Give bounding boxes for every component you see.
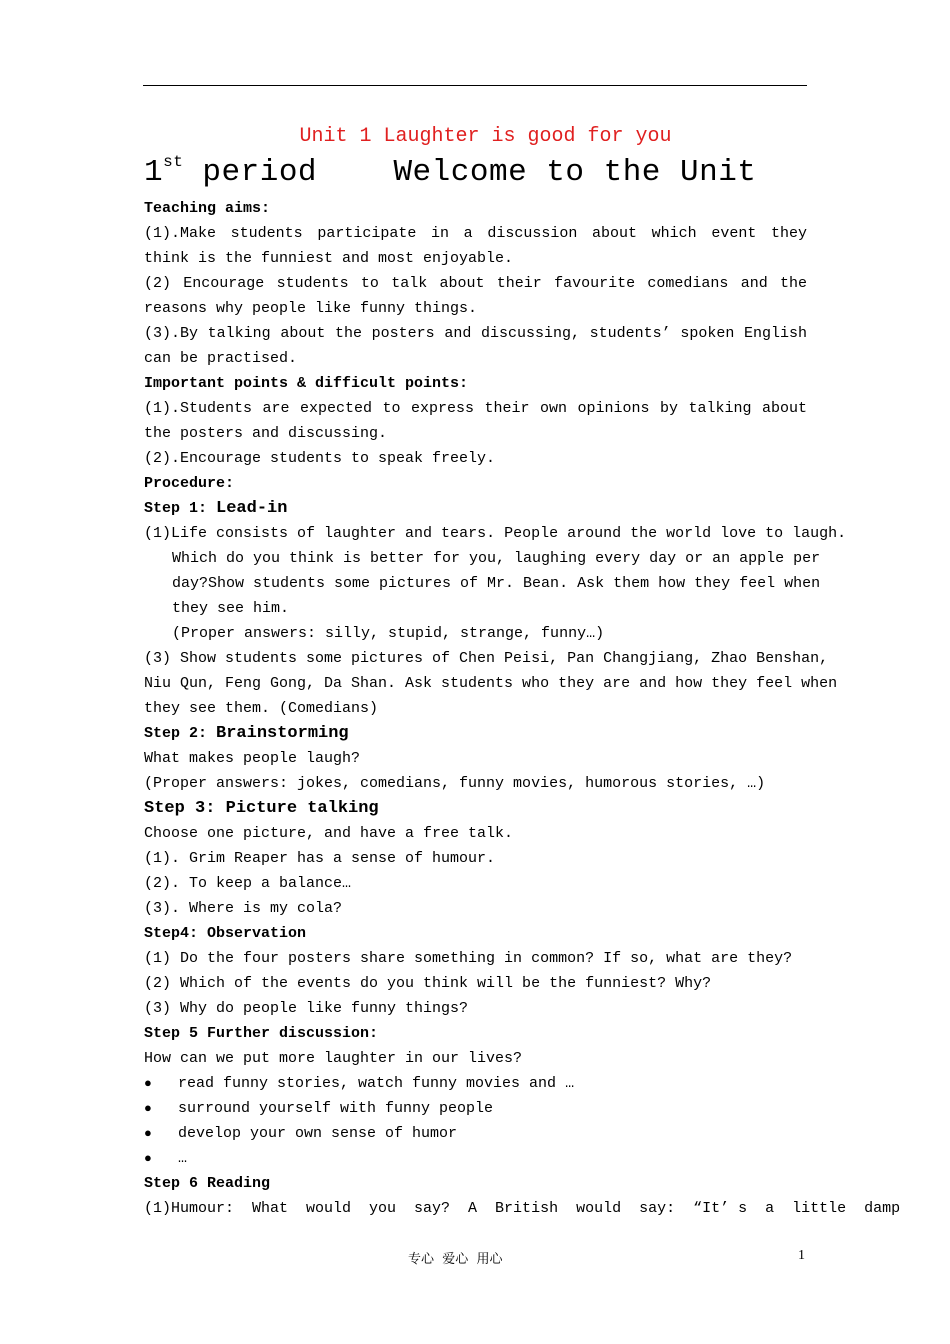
unit-title: Unit 1 Laughter is good for you: [299, 125, 672, 148]
step1-item1-line3: day?Show students some pictures of Mr. Bean. Ask them how they feel when: [172, 575, 821, 592]
bullet-icon: ●: [144, 1076, 152, 1091]
bullet-text: …: [178, 1150, 188, 1167]
step3-item-2: (2). To keep a balance…: [144, 875, 352, 892]
list-item: [144, 1096, 807, 1121]
step3-item-3: (3). Where is my cola?: [144, 900, 343, 917]
bullet-icon: ●: [144, 1151, 152, 1166]
step5-heading: Step 5 Further discussion:: [144, 1025, 379, 1042]
bullet-text: read funny stories, watch funny movies and …: [178, 1075, 575, 1092]
bullet-icon: ●: [144, 1126, 152, 1141]
bullet-text: surround yourself with funny people: [178, 1100, 494, 1117]
step1-item1-line1: [144, 521, 847, 546]
bullet-text: develop your own sense of humor: [178, 1125, 458, 1142]
step2-question: What makes people laugh?: [144, 750, 361, 767]
step4-heading: Step4: Observation: [144, 925, 307, 942]
lesson-plan-body: [144, 122, 901, 1221]
step1-heading: [144, 496, 807, 521]
step1-item1-number: (1): [144, 525, 172, 542]
period-number: 1: [144, 155, 164, 190]
list-item: [144, 1146, 807, 1171]
period-title: period Welcome to the Unit: [202, 155, 757, 190]
list-item: [144, 1121, 807, 1146]
teaching-aim-1: (1).Make students participate in a discussion about which event they think is the funniest and most enjoyable.: [144, 225, 807, 267]
step6-line: (1)Humour: What would you say? A British would say: “It’ s a little damp: [144, 1200, 901, 1217]
step1-item1-text: Life consists of laughter and tears. People around the world love to laugh.: [171, 525, 847, 542]
step1-name: Lead-in: [216, 499, 288, 518]
period-superscript: st: [163, 153, 184, 171]
list-item: [144, 1071, 807, 1096]
step5-question: How can we put more laughter in our lives?: [144, 1050, 523, 1067]
step1-prefix: Step 1:: [144, 500, 217, 517]
important-points-label: Important points & difficult points:: [144, 375, 469, 392]
procedure-label: Procedure:: [144, 475, 235, 492]
step2-answers: (Proper answers: jokes, comedians, funny movies, humorous stories, …): [144, 775, 766, 792]
footer-motto: 专心 爱心 用心: [408, 1252, 503, 1267]
step1-item1-line4: they see him.: [172, 600, 290, 617]
step3-item-1: (1). Grim Reaper has a sense of humour.: [144, 850, 496, 867]
teaching-aims-label: Teaching aims:: [144, 200, 271, 217]
header-rule: [143, 85, 807, 86]
step1-answers: (Proper answers: silly, stupid, strange, funny…): [172, 625, 605, 642]
period-heading: [144, 152, 807, 194]
step4-item-1: (1) Do the four posters share something in common? If so, what are they?: [144, 950, 793, 967]
important-point-2: (2).Encourage students to speak freely.: [144, 450, 496, 467]
step4-item-3: (3) Why do people like funny things?: [144, 1000, 469, 1017]
bullet-icon: ●: [144, 1101, 152, 1116]
teaching-aim-2: (2) Encourage students to talk about their favourite comedians and the reasons why people like funny things.: [144, 275, 807, 317]
step1-item3-line2: Niu Qun, Feng Gong, Da Shan. Ask students who they are and how they feel when: [144, 675, 838, 692]
important-point-1: (1).Students are expected to express their own opinions by talking about the posters and discussing.: [144, 400, 807, 442]
step2-prefix: Step 2:: [144, 725, 217, 742]
step4-item-2: (2) Which of the events do you think will be the funniest? Why?: [144, 975, 712, 992]
step2-name: Brainstorming: [216, 724, 349, 743]
teaching-aim-3: (3).By talking about the posters and discussing, students’ spoken English can be practised.: [144, 325, 807, 367]
step3-intro: Choose one picture, and have a free talk.: [144, 825, 514, 842]
step1-item3-line3: they see them. (Comedians): [144, 700, 379, 717]
step6-heading: Step 6 Reading: [144, 1175, 271, 1192]
page-number: 1: [798, 1248, 805, 1263]
step1-item1-line2: Which do you think is better for you, laughing every day or an apple per: [172, 550, 821, 567]
step3-heading: Step 3: Picture talking: [144, 799, 379, 818]
step2-heading: [144, 721, 807, 746]
step1-item3-line1: (3) Show students some pictures of Chen Peisi, Pan Changjiang, Zhao Benshan,: [144, 650, 829, 667]
